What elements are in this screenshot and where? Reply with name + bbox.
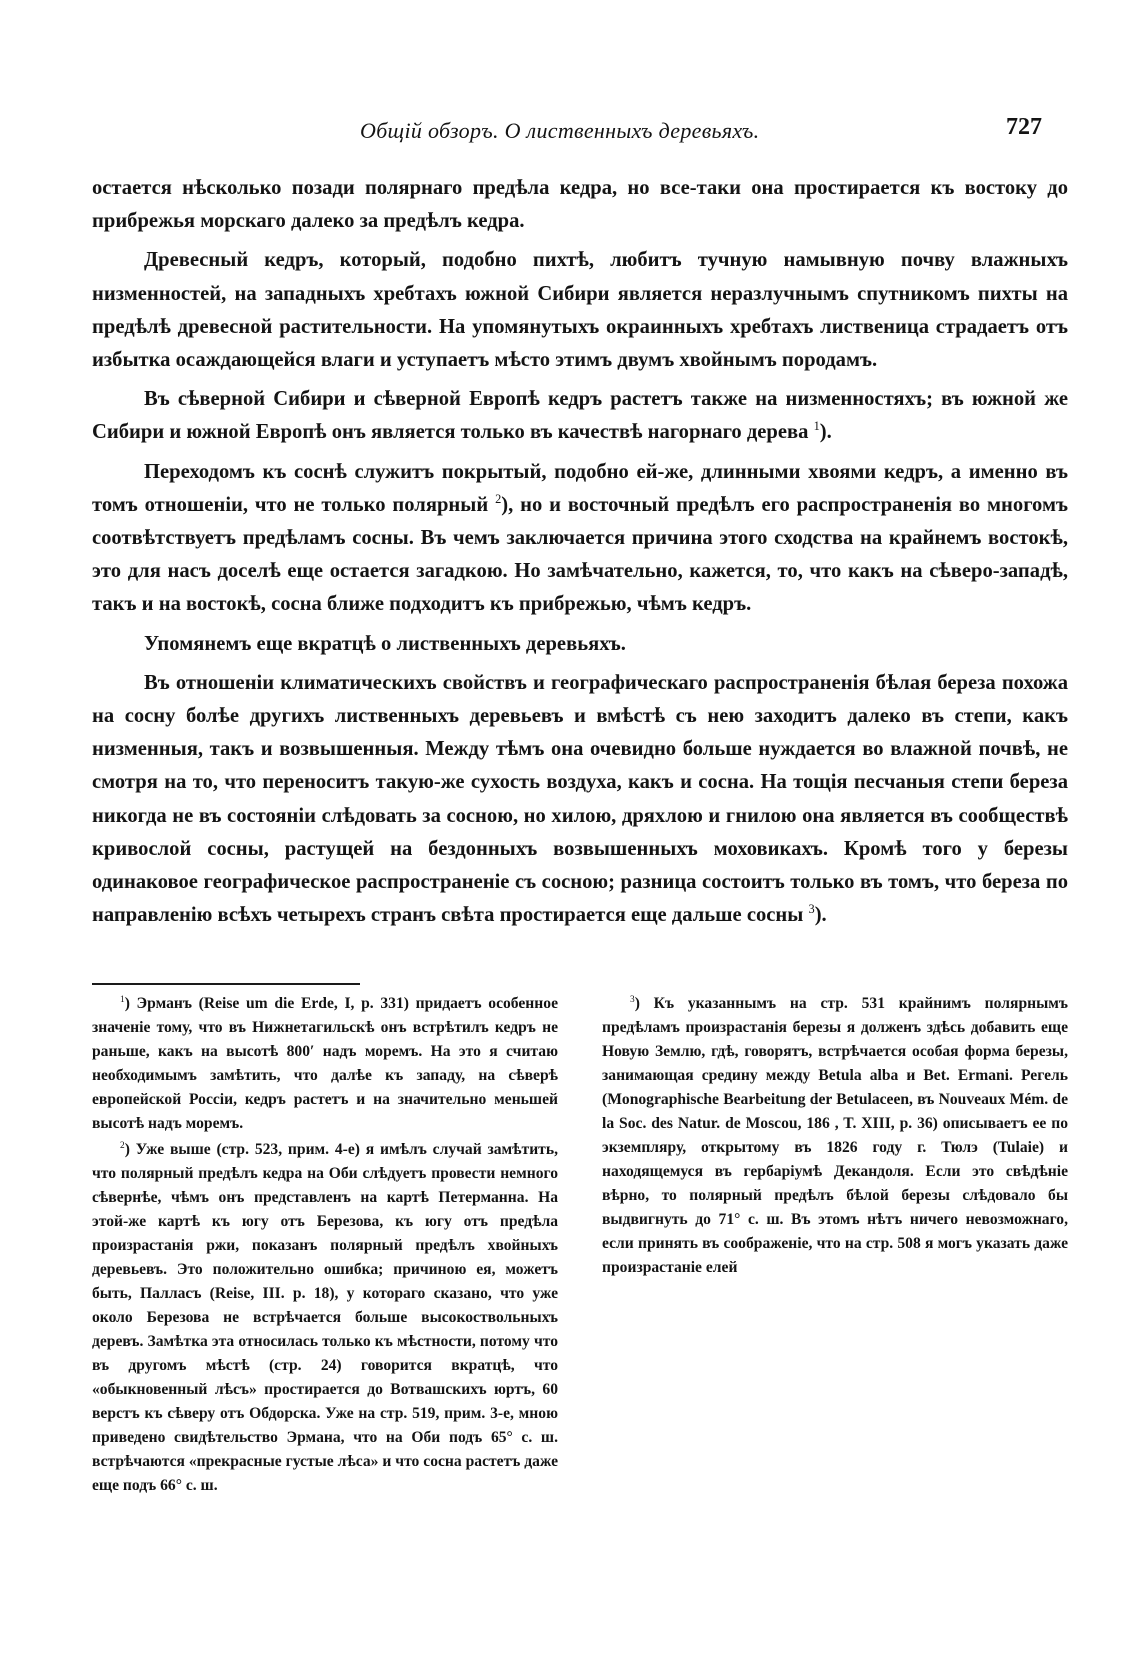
paragraph-3-text: Въ сѣверной Сибири и сѣверной Европѣ кедръ растетъ также на низменностяхъ; въ южной же Сибири и южной Европѣ онъ является только въ качествѣ нагорнаго дерева: [92, 388, 1068, 444]
paragraph-3: [92, 383, 1068, 449]
footnotes-right-column: [602, 992, 1068, 1498]
footnote-1-mark: 1: [120, 994, 125, 1005]
paragraph-6-text: Въ отношенiи климатическихъ свойствъ и географическаго распространенiя бѣлая береза похожа на сосну болѣе другихъ лиственныхъ деревьевъ и вмѣстѣ съ нею заходитъ далеко въ степи, какъ низменныя, такъ и возвышенныя. Между тѣмъ она очевидно больше нуждается во влажной почвѣ, не смотря на то, что переноситъ такую-же сухость воздуха, какъ и сосна. На тощiя песчаныя степи береза никогда не въ состоянiи слѣдовать за сосною, но хилою, дряхлою и гнилою она является въ сообществѣ кривослой сосны, растущей на бездонныхъ возвышенныхъ моховикахъ. Кромѣ того у березы одинаковое географическое распространенiе съ сосною; разница состоитъ только въ томъ, что береза по направленiю всѣхъ четырехъ странъ свѣта простирается еще дальше сосны: [92, 671, 1068, 927]
footnote-1: [92, 992, 558, 1136]
footnote-ref-3[interactable]: 3: [808, 902, 815, 917]
main-text: [92, 172, 1068, 932]
paragraph-2: Древесный кедръ, который, подобно пихтѣ, любитъ тучную намывную почву влажныхъ низменностей, на западныхъ хребтахъ южной Сибири является неразлучнымъ спутникомъ пихты на предѣлѣ древесной растительности. На упомянутыхъ окраинныхъ хребтахъ лиственица страдаетъ отъ избытка осаждающейся влаги и уступаетъ мѣсто этимъ двумъ хвойнымъ породамъ.: [92, 249, 1068, 372]
paragraph-4-text-b: ), но и восточный предѣлъ его распространенiя во многомъ соотвѣтствуетъ предѣламъ сосны. Въ чемъ заключается причина этого сходства на крайнемъ востокѣ, это для насъ доселѣ еще остается загадкою. Но замѣчательно, кажется, то, что какъ на сѣверо-западѣ, такъ и на востокѣ, сосна ближе подходитъ къ прибрежью, чѣмъ кедръ.: [92, 493, 1068, 616]
footnote-1-text: ) Эрманъ (Reise um die Erde, I, p. 331) придаетъ особенное значенiе тому, что въ Нижнетагильскѣ онъ встрѣтилъ кедръ не раньше, какъ на высотѣ 800′ надъ моремъ. На это я считаю необходимымъ замѣтить, что далѣе къ западу, на сѣверѣ европейской Россiи, кедръ растетъ и на значительно меньшей высотѣ надъ моремъ.: [92, 995, 558, 1132]
footnotes-left-column: [92, 992, 558, 1498]
footnote-divider: [92, 983, 360, 985]
paragraph-4-text-a: Переходомъ къ соснѣ служитъ покрытый, подобно ей-же, длинными хвоями кедръ, а именно въ томъ отношенiи, что не только полярный: [92, 460, 1068, 516]
footnote-2: [92, 1138, 558, 1498]
footnote-2-mark: 2: [120, 1140, 125, 1151]
footnote-2-text: ) Уже выше (стр. 523, прим. 4-е) я имѣлъ случай замѣтить, что полярный предѣлъ кедра на Оби слѣдуетъ провести немного сѣвернѣе, чѣмъ онъ представленъ на картѣ Петерманна. На этой-же картѣ къ югу отъ Березова, къ югу отъ предѣла произрастанiя ржи, показанъ полярный предѣлъ хвойныхъ деревьевъ. Это положительно ошибка; причиною ея, можетъ быть, Палласъ (Reise, III. p. 18), у котораго сказано, что уже около Березова не встрѣчается больше высокоствольныхъ деревъ. Замѣтка эта относилась только къ мѣстности, потому что въ другомъ мѣстѣ (стр. 24) говорится вкратцѣ, что «обыкновенный лѣсъ» простирается до Вотвашскихъ юртъ, 60 верстъ къ сѣверу отъ Обдорска. Уже на стр. 519, прим. 3-е, мною приведено свидѣтельство Эрмана, что на Оби подъ 65° с. ш. встрѣчаются «прекрасные густые лѣса» и что сосна растетъ даже еще подъ 66° с. ш.: [92, 1141, 558, 1494]
paragraph-3-end: ).: [819, 421, 832, 444]
footnote-3-mark: 3: [630, 994, 635, 1005]
footnote-3: [602, 992, 1068, 1280]
running-title: Общiй обзоръ. О лиственныхъ деревьяхъ.: [360, 118, 760, 143]
paragraph-5: Упомянемъ еще вкратцѣ о лиственныхъ деревьяхъ.: [144, 632, 626, 655]
page-number: 727: [1006, 114, 1042, 140]
paragraph-6: [92, 667, 1068, 933]
footnote-ref-2[interactable]: 2: [495, 491, 502, 506]
paragraph-1: остается нѣсколько позади полярнаго предѣла кедра, но все-таки она простирается къ востоку до прибрежья морскаго далеко за предѣлъ кедра.: [92, 177, 1068, 233]
paragraph-6-end: ).: [814, 904, 827, 927]
paragraph-4: [92, 456, 1068, 622]
footnotes: [92, 992, 1068, 1498]
footnote-3-text: ) Къ указаннымъ на стр. 531 крайнимъ полярнымъ предѣламъ произрастанiя березы я долженъ здѣсь добавить еще Новую Землю, гдѣ, говорятъ, встрѣчается особая форма березы, занимающая средину между Betula alba и Bet. Ermani. Регель (Monographische Bearbeitung der Betulaceen, въ Nouveaux Mém. de la Soc. des Natur. de Moscou, 186 , T. XIII, p. 36) описываетъ ее по экземпляру, открытому въ 1826 году г. Тюлэ (Tulaie) и находящемуся въ гербарiумѣ Декандоля. Если это свѣдѣнiе вѣрно, то полярный предѣлъ бѣлой березы слѣдовало бы выдвигнуть до 71° с. ш. Въ этомъ нѣтъ ничего невозможнаго, если принять въ соображенiе, что на стр. 508 я могъ указать даже произрастанiе елей: [602, 995, 1068, 1276]
footnote-ref-1[interactable]: 1: [813, 419, 820, 434]
